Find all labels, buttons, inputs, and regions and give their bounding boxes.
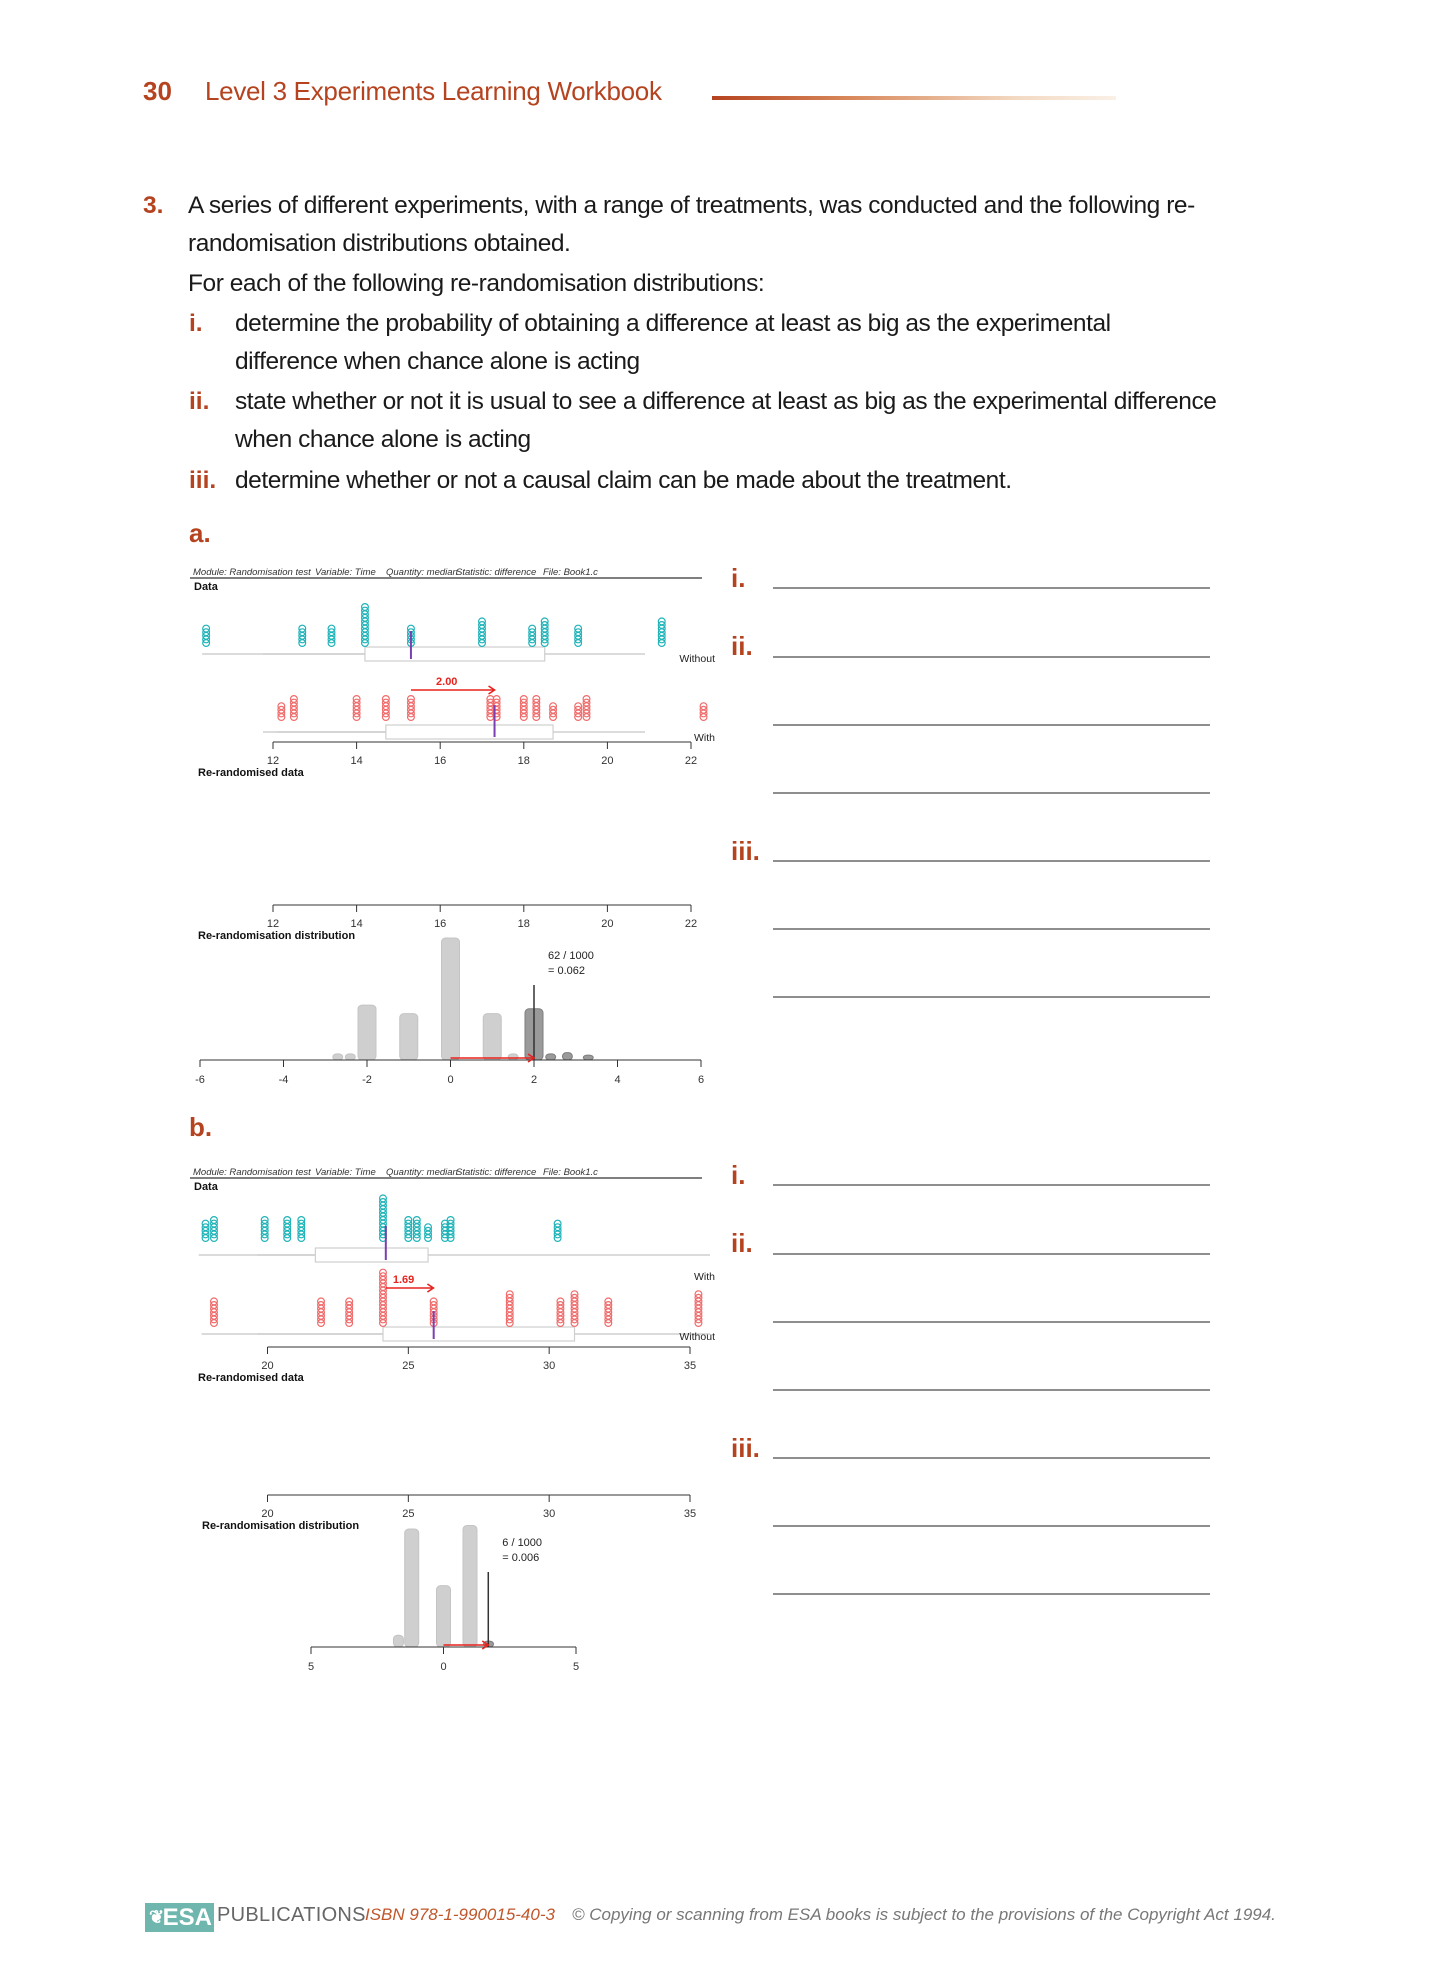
part-b-answer-label-ii: ii. [731,1228,753,1258]
svg-text:Quantity: median: Quantity: median [386,1167,458,1178]
svg-text:6 / 1000: 6 / 1000 [502,1537,543,1549]
svg-text:0: 0 [440,1661,447,1673]
svg-text:Module: Randomisation test: Module: Randomisation test [193,567,311,578]
task-ii-line-2: when chance alone is acting [235,426,531,453]
svg-text:30: 30 [543,1360,556,1372]
svg-text:35: 35 [683,1508,697,1520]
svg-text:File: Book1.c: File: Book1.c [543,1167,598,1178]
svg-text:With: With [694,732,715,744]
task-label-iii: iii. [189,467,217,494]
part-b-answer-line-ii-1[interactable] [773,1253,1210,1255]
part-b-answer-line-ii-3[interactable] [773,1389,1210,1391]
svg-text:Re-randomisation distribution: Re-randomisation distribution [198,930,356,942]
svg-text:4: 4 [614,1074,621,1086]
part-a-rerandomisation-distribution-chart [190,880,730,1100]
task-i-line-1: determine the probability of obtaining a difference at least as big as the experimental [235,310,1111,337]
part-b-answer-label-i: i. [731,1160,746,1190]
svg-text:16: 16 [434,918,447,930]
svg-text:16: 16 [434,755,447,767]
part-b-answer-line-iii-1[interactable] [773,1457,1210,1459]
svg-text:-2: -2 [362,1074,372,1086]
part-a-answer-line-ii-1[interactable] [773,656,1210,658]
question-number: 3. [143,192,164,219]
svg-text:Variable: Time: Variable: Time [315,1167,376,1178]
svg-text:File: Book1.c: File: Book1.c [543,567,598,578]
part-a-answer-line-iii-2[interactable] [773,928,1210,930]
part-b-rerandomisation-distribution-chart [190,1476,730,1696]
leaf-icon: ❦ [149,1907,165,1927]
svg-text:35: 35 [683,1360,697,1372]
svg-text:5: 5 [307,1661,315,1673]
svg-text:12: 12 [266,755,280,767]
svg-text:Without: Without [679,653,715,665]
part-a-answer-line-ii-3[interactable] [773,792,1210,794]
svg-text:2: 2 [530,1074,538,1086]
svg-text:20: 20 [601,755,614,767]
svg-text:20: 20 [261,1508,274,1520]
part-b-answer-label-iii: iii. [731,1433,760,1463]
task-label-ii: ii. [189,388,210,415]
svg-text:14: 14 [350,918,363,930]
svg-text:With: With [694,1271,715,1283]
svg-text:Module: Randomisation test: Module: Randomisation test [193,1167,311,1178]
svg-text:20: 20 [601,918,614,930]
part-a-answer-label-i: i. [731,563,746,593]
part-b-answer-line-iii-2[interactable] [773,1525,1210,1527]
part-a-answer-line-iii-1[interactable] [773,860,1210,862]
svg-text:Data: Data [194,1181,218,1193]
copyright-notice: © Copying or scanning from ESA books is subject to the provisions of the Copyright Act 1994. [572,1905,1276,1924]
svg-text:Re-randomisation distribution: Re-randomisation distribution [202,1520,360,1532]
svg-text:25: 25 [402,1360,415,1372]
question-intro-line-2: randomisation distributions obtained. [188,230,571,257]
part-b-answer-line-ii-2[interactable] [773,1321,1210,1323]
part-b-label: b. [189,1112,213,1142]
logo-text: ESA [162,1904,212,1931]
part-a-answer-line-iii-3[interactable] [773,996,1210,998]
svg-text:25: 25 [402,1508,415,1520]
publisher-name: PUBLICATIONS [217,1904,366,1926]
svg-text:Data: Data [194,581,218,593]
svg-text:Variable: Time: Variable: Time [315,567,376,578]
svg-text:22: 22 [684,918,698,930]
svg-text:1.69: 1.69 [392,1274,415,1286]
svg-text:Re-randomised data: Re-randomised data [198,1372,304,1384]
svg-text:12: 12 [266,918,280,930]
svg-text:22: 22 [684,755,698,767]
part-b-answer-line-iii-3[interactable] [773,1593,1210,1595]
svg-text:-6: -6 [195,1074,205,1086]
part-a-label: a. [189,518,211,548]
page-number: 30 [143,76,172,106]
task-i-line-2: difference when chance alone is acting [235,348,640,375]
svg-text:Statistic: difference: Statistic: difference [456,1167,537,1178]
svg-text:5: 5 [572,1661,580,1673]
svg-text:14: 14 [350,755,363,767]
part-a-answer-line-ii-2[interactable] [773,724,1210,726]
svg-text:18: 18 [517,755,530,767]
svg-text:-4: -4 [278,1074,289,1086]
svg-text:30: 30 [543,1508,556,1520]
task-iii-line-1: determine whether or not a causal claim can be made about the treatment. [235,467,1012,494]
svg-text:2.00: 2.00 [436,676,458,688]
task-ii-line-1: state whether or not it is usual to see a difference at least as big as the experimental difference [235,388,1217,415]
svg-text:Quantity: median: Quantity: median [386,567,458,578]
part-b-rerandomised-data-chart [190,1165,730,1395]
part-a-answer-label-ii: ii. [731,631,753,661]
svg-text:62 / 1000: 62 / 1000 [548,950,594,962]
svg-text:= 0.006: = 0.006 [502,1552,540,1564]
svg-text:6: 6 [697,1074,705,1086]
book-title: Level 3 Experiments Learning Workbook [205,76,662,106]
svg-text:18: 18 [517,918,530,930]
svg-text:0: 0 [447,1074,454,1086]
svg-text:Re-randomised data: Re-randomised data [198,767,304,779]
part-a-answer-label-iii: iii. [731,836,760,866]
part-a-rerandomised-data-chart [190,565,730,795]
esa-logo [145,1903,214,1932]
question-intro-line-3: For each of the following re-randomisation distributions: [188,270,765,297]
task-label-i: i. [189,310,203,337]
svg-text:Without: Without [679,1331,715,1343]
header-rule [712,96,1116,100]
part-a-answer-line-i[interactable] [773,587,1210,589]
isbn: ISBN 978-1-990015-40-3 [365,1905,555,1924]
part-b-answer-line-i[interactable] [773,1184,1210,1186]
question-intro-line-1: A series of different experiments, with a range of treatments, was conducted and the following re- [188,192,1195,219]
svg-text:= 0.062: = 0.062 [548,965,586,977]
svg-text:Statistic: difference: Statistic: difference [456,567,537,578]
svg-text:20: 20 [261,1360,274,1372]
